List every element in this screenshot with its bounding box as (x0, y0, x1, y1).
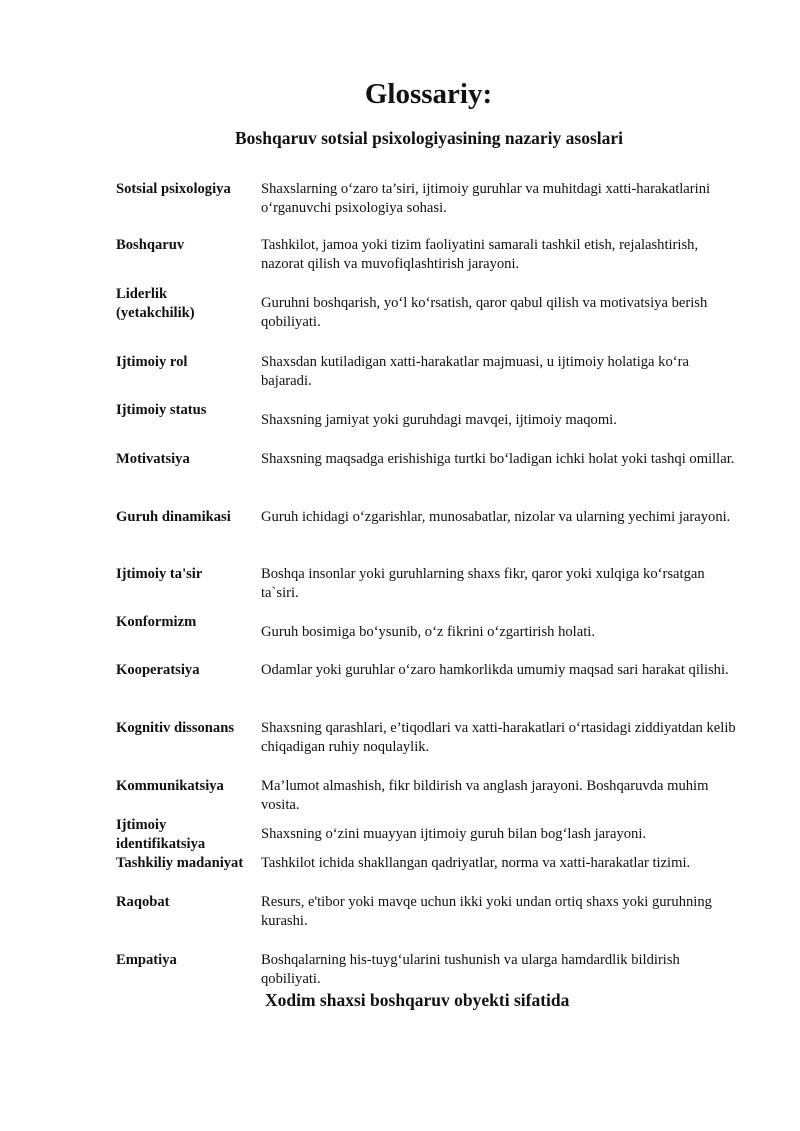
glossary-term: Ijtimoiy identifikatsiya (116, 817, 206, 852)
glossary-term: Guruh dinamikasi (116, 509, 231, 525)
page-subtitle: Boshqaruv sotsial psixologiyasining nazariy asoslari (235, 128, 623, 148)
glossary-term: Motivatsiya (116, 451, 190, 467)
glossary-definition: Ma’lumot almashish, fikr bildirish va anglash jarayoni. Boshqaruvda muhim vosita. (261, 778, 709, 813)
glossary-definition: Shaxsning qarashlari, e’tiqodlari va xatti-harakatlari o‘rtasidagi ziddiyatdan kelib chiqadigan ruhiy noqulaylik. (261, 720, 736, 755)
glossary-term: Kommunikatsiya (116, 778, 224, 794)
glossary-term: Tashkiliy madaniyat (116, 855, 244, 871)
glossary-term: Boshqaruv (116, 237, 185, 253)
glossary-definition: Guruh bosimiga bo‘ysunib, o‘z fikrini o‘zgartirish holati. (261, 624, 595, 640)
glossary-definition: Boshqa insonlar yoki guruhlarning shaxs fikr, qaror yoki xulqiga ko‘rsatgan ta`siri. (261, 566, 705, 601)
glossary-term: Raqobat (116, 894, 170, 910)
glossary-term: Ijtimoiy ta'sir (116, 566, 203, 582)
glossary-definition: Guruhni boshqarish, yo‘l ko‘rsatish, qaror qabul qilish va motivatsiya berish qobiliyati. (261, 295, 708, 330)
glossary-definition: Shaxsning jamiyat yoki guruhdagi mavqei, ijtimoiy maqomi. (261, 412, 617, 428)
glossary-definition: Resurs, e'tibor yoki mavqe uchun ikki yoki undan ortiq shaxs yoki guruhning kurashi. (261, 894, 712, 929)
glossary-definition: Odamlar yoki guruhlar o‘zaro hamkorlikda umumiy maqsad sari harakat qilishi. (261, 662, 729, 678)
glossary-term: Empatiya (116, 952, 177, 968)
glossary-term: Ijtimoiy rol (116, 354, 188, 370)
glossary-term: Kognitiv dissonans (116, 720, 235, 736)
glossary-term: Konformizm (116, 614, 197, 630)
glossary-definition: Shaxslarning o‘zaro ta’siri, ijtimoiy guruhlar va muhitdagi xatti-harakatlarini o‘rganuvchi psixologiya sohasi. (261, 181, 711, 216)
glossary-definition: Shaxsning maqsadga erishishiga turtki bo‘ladigan ichki holat yoki tashqi omillar. (261, 451, 735, 467)
page-title: Glossariy: (364, 78, 493, 110)
glossary-term: Liderlik (yetakchilik) (116, 286, 195, 321)
glossary-term: Ijtimoiy status (116, 402, 207, 418)
glossary-definition: Boshqalarning his-tuyg‘ularini tushunish va ularga hamdardlik bildirish qobiliyati. (261, 952, 680, 987)
glossary-term: Kooperatsiya (116, 662, 200, 678)
glossary-definition: Shaxsning o‘zini muayyan ijtimoiy guruh bilan bog‘lash jarayoni. (261, 826, 647, 842)
glossary-definition: Tashkilot ichida shakllangan qadriyatlar, norma va xatti-harakatlar tizimi. (261, 855, 691, 871)
glossary-definition: Guruh ichidagi o‘zgarishlar, munosabatlar, nizolar va ularning yechimi jarayoni. (261, 509, 731, 525)
glossary-term: Sotsial psixologiya (116, 181, 231, 197)
glossary-definition: Tashkilot, jamoa yoki tizim faoliyatini samarali tashkil etish, rejalashtirish, nazorat qilish va muvofiqlashtirish jarayoni. (261, 237, 699, 272)
section-heading: Xodim shaxsi boshqaruv obyekti sifatida (265, 990, 570, 1010)
glossary-definition: Shaxsdan kutiladigan xatti-harakatlar majmuasi, u ijtimoiy holatiga ko‘ra bajaradi. (261, 354, 689, 389)
